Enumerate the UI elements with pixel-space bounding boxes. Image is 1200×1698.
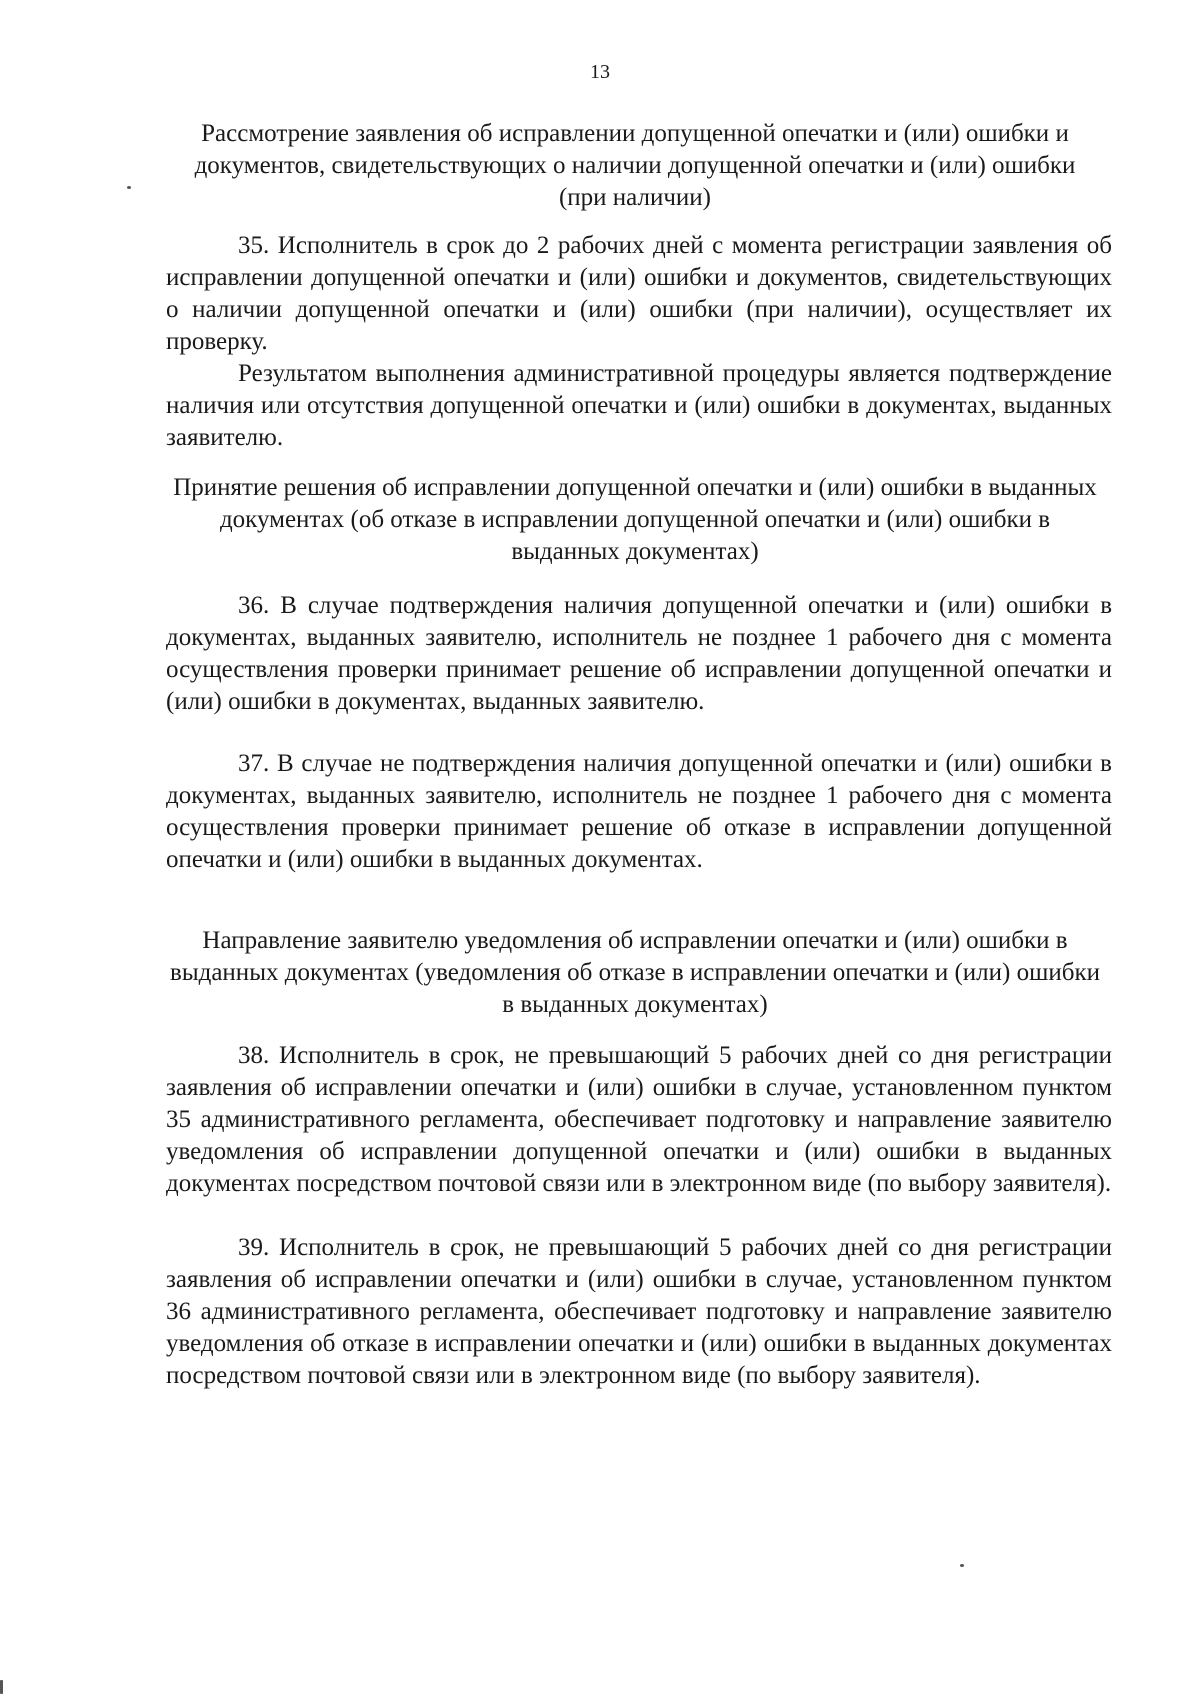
page-number: 13 [590,61,610,83]
paragraph-36: 36. В случае подтверждения наличия допущенной опечатки и (или) ошибки в документах, выданных заявителю, исполнитель не позднее 1 рабочего дня с момента осуществления проверки принимает решение об исправлении допущенной опечатки и (или) ошибки в документах, выданных заявителю. [166,592,1112,715]
section-heading-review: Рассмотрение заявления об исправлении допущенной опечатки и (или) ошибки и документов, свидетельствующих о наличии допущенной опечатки и (или) ошибки (при наличии) [194,120,1076,211]
paragraph-35: 35. Исполнитель в срок до 2 рабочих дней с момента регистрации заявления об исправлении допущенной опечатки и (или) ошибки и документов, свидетельствующих о наличии допущенной опечатки и (или) ошибки (при наличии), осуществляет их проверку. [166,232,1112,355]
scan-speck [960,1564,964,1567]
section-heading-notification: Направление заявителю уведомления об исправлении опечатки и (или) ошибки в выданных документах (уведомления об отказе в исправлении опечатки и (или) ошибки в выданных документах) [170,927,1100,1018]
paragraph-result: Результатом выполнения административной процедуры является подтверждение наличия или отсутствия допущенной опечатки и (или) ошибки в документах, выданных заявителю. [166,360,1112,451]
paragraph-39: 39. Исполнитель в срок, не превышающий 5 рабочих дней со дня регистрации заявления об исправлении опечатки и (или) ошибки в случае, установленном пунктом 36 административного регламента, обеспечивает подготовку и направление заявителю уведомления об отказе в исправлении опечатки и (или) ошибки в выданных документах посредством почтовой связи или в электронном виде (по выбору заявителя). [166,1234,1112,1389]
scan-speck [127,186,131,189]
section-heading-decision: Принятие решения об исправлении допущенной опечатки и (или) ошибки в выданных документах (об отказе в исправлении допущенной опечатки и (или) ошибки в выданных документах) [173,474,1097,565]
paragraph-37: 37. В случае не подтверждения наличия допущенной опечатки и (или) ошибки в документах, выданных заявителю, исполнитель не позднее 1 рабочего дня с момента осуществления проверки принимает решение об отказе в исправлении допущенной опечатки и (или) ошибки в выданных документах. [166,750,1112,873]
scan-edge-mark [0,1680,3,1694]
paragraph-38: 38. Исполнитель в срок, не превышающий 5 рабочих дней со дня регистрации заявления об исправлении опечатки и (или) ошибки в случае, установленном пунктом 35 административного регламента, обеспечивает подготовку и направление заявителю уведомления об исправлении допущенной опечатки и (или) ошибки в выданных документах посредством почтовой связи или в электронном виде (по выбору заявителя). [166,1042,1112,1197]
